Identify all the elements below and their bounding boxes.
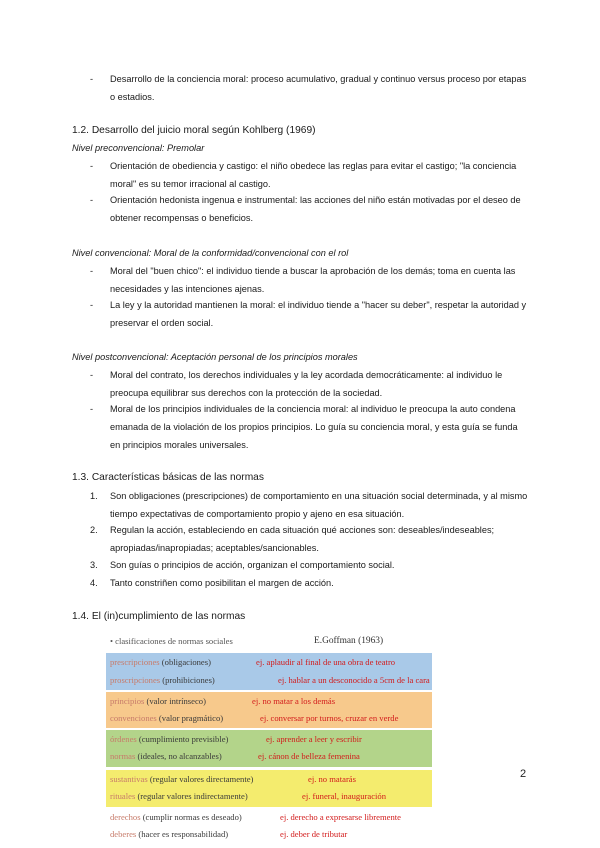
list-number: 3. <box>90 560 98 570</box>
norm-desc: (regular valores directamente) <box>147 774 254 784</box>
norm-term: sustantivas <box>110 774 148 784</box>
page-number: 2 <box>520 768 527 780</box>
list-item: Son guías o principios de acción, organizan el comportamiento social. <box>110 560 395 570</box>
list-item: Regulan la acción, estableciendo en cada situación qué acciones son: deseables/indeseables; apropiadas/inapropiadas; aceptables/sancionables. <box>110 525 495 553</box>
bullet-marker: - <box>90 404 94 414</box>
list-item: Tanto constriñen como posibilitan el margen de acción. <box>110 578 334 588</box>
norm-example: ej. aprender a leer y escribir <box>266 734 362 744</box>
norm-term: órdenes <box>110 734 137 744</box>
norm-example: ej. conversar por turnos, cruzar en verde <box>260 713 399 723</box>
norm-example: ej. deber de tributar <box>280 829 348 839</box>
level-item: Moral del "buen chico": el individuo tiende a buscar la aprobación de los demás; toma en cuenta las necesidades y las intenciones ajenas. <box>110 266 516 294</box>
norm-example: ej. derecho a expresarse libremente <box>280 812 401 822</box>
norm-example: ej. aplaudir al final de una obra de teatro <box>256 657 396 667</box>
norm-desc: (prohibiciones) <box>160 675 215 685</box>
level-postconventional-title: Nivel postconvencional: Aceptación personal de los principios morales <box>72 352 358 362</box>
list-item: Son obligaciones (prescripciones) de comportamiento en una situación social determinada, y al mismo tiempo expectativas de comportamiento propio y ajeno en esa situación. <box>110 491 528 519</box>
level-item: La ley y la autoridad mantienen la moral: el individuo tiende a "hacer su deber", respetar la autoridad y preservar el orden social. <box>110 300 527 328</box>
norm-term: derechos <box>110 812 141 822</box>
norm-term: rituales <box>110 791 136 801</box>
intro-bullet-text: Desarrollo de la conciencia moral: proceso acumulativo, gradual y continuo versus proceso por etapas o estadios. <box>110 74 527 102</box>
norm-term: deberes <box>110 829 137 839</box>
bullet-marker: - <box>90 266 94 276</box>
figure-title-left: • clasificaciones de normas sociales <box>110 636 233 646</box>
level-item: Moral del contrato, los derechos individuales y la ley acordada democráticamente: al individuo le preocupa equilibrar sus derechos con la protección de la sociedad. <box>110 370 503 398</box>
bullet-marker: - <box>90 370 94 380</box>
norm-desc: (hacer es responsabilidad) <box>136 829 229 839</box>
bullet-marker: - <box>90 300 94 310</box>
norm-example: ej. hablar a un desconocido a 5cm de la cara <box>278 675 430 685</box>
bullet-marker: - <box>90 74 94 84</box>
section-14-heading: 1.4. El (in)cumplimiento de las normas <box>72 611 246 622</box>
list-number: 4. <box>90 578 98 588</box>
list-number: 1. <box>90 491 98 501</box>
bullet-marker: - <box>90 161 94 171</box>
norm-term: normas <box>110 751 136 761</box>
norm-desc: (obligaciones) <box>159 657 211 667</box>
level-item: Orientación hedonista ingenua e instrumental: las acciones del niño están motivadas por el deseo de obtener recompensas o beneficios. <box>110 195 521 223</box>
norm-desc: (ideales, no alcanzables) <box>135 751 222 761</box>
norm-desc: (regular valores indirectamente) <box>135 791 248 801</box>
level-item: Orientación de obediencia y castigo: el niño obedece las reglas para evitar el castigo; "la conciencia moral" es su temor irracional al castigo. <box>110 161 517 189</box>
norm-desc: (valor intrínseco) <box>144 696 206 706</box>
norm-desc: (cumplimiento previsible) <box>136 734 229 744</box>
level-preconventional-title: Nivel preconvencional: Premolar <box>72 143 205 153</box>
norm-term: principios <box>110 696 145 706</box>
level-item: Moral de los principios individuales de la conciencia moral: al individuo le preocupa la auto condena emanada de la violación de los propios principios. Lo guía su conciencia moral, y esta guía se funda en principios morales universales. <box>110 404 518 450</box>
list-number: 2. <box>90 525 98 535</box>
norm-example: ej. no matarás <box>308 774 356 784</box>
norm-desc: (cumplir normas es deseado) <box>140 812 242 822</box>
norm-term: prescripciones <box>110 657 160 667</box>
bullet-marker: - <box>90 195 94 205</box>
level-conventional-title: Nivel convencional: Moral de la conformidad/convencional con el rol <box>72 248 349 258</box>
norm-term: convenciones <box>110 713 157 723</box>
norm-desc: (valor pragmático) <box>156 713 224 723</box>
norm-example: ej. cánon de belleza femenina <box>258 751 360 761</box>
figure-title-right: E.Goffman (1963) <box>314 636 384 646</box>
section-12-heading: 1.2. Desarrollo del juicio moral según Kohlberg (1969) <box>72 125 316 136</box>
norm-example: ej. no matar a los demás <box>252 696 336 706</box>
norm-example: ej. funeral, inauguración <box>302 791 386 801</box>
section-13-heading: 1.3. Características básicas de las normas <box>72 472 264 483</box>
norm-term: proscripciones <box>110 675 161 685</box>
